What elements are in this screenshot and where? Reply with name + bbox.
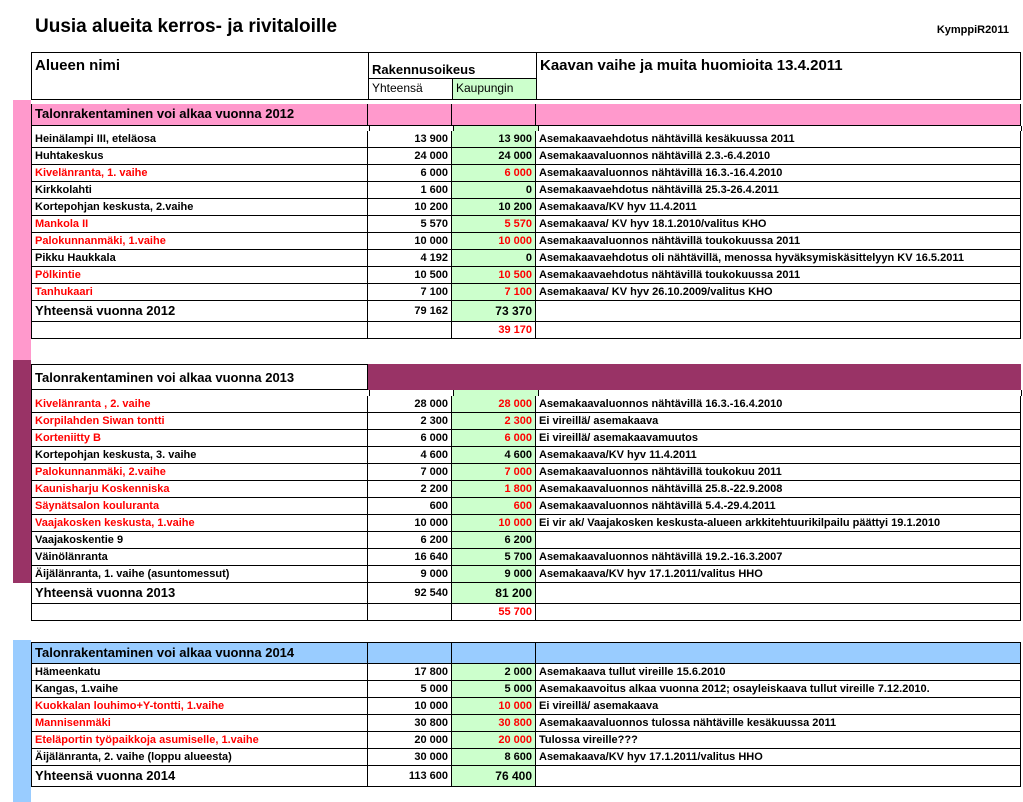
city-sum: 73 370	[452, 301, 536, 322]
area-name: Tanhukaari	[31, 284, 368, 301]
area-name: Kuokkalan louhimo+Y-tontti, 1.vaihe	[31, 698, 368, 715]
city-value: 24 000	[452, 148, 536, 165]
area-name: Kirkkolahti	[31, 182, 368, 199]
city-value: 28 000	[452, 396, 536, 413]
total-row-2013	[31, 583, 1021, 600]
empty-cell	[368, 642, 452, 664]
table-row	[31, 396, 1021, 413]
total-value: 10 000	[368, 698, 452, 715]
empty-cell	[31, 604, 368, 621]
city-value: 10 000	[452, 698, 536, 715]
table-row	[31, 498, 1021, 515]
red-sum: 39 170	[452, 322, 536, 339]
area-name: Kortepohjan keskusta, 3. vaihe	[31, 447, 368, 464]
city-value: 6 000	[452, 430, 536, 447]
table-row	[31, 515, 1021, 532]
city-value: 5 700	[452, 549, 536, 566]
note: Asemakaavaluonnos nähtävillä 16.3.-16.4.2010	[536, 165, 1021, 182]
table-row	[31, 698, 1021, 715]
total-row-2012	[31, 301, 1021, 318]
section-title: Talonrakentaminen voi alkaa vuonna 2013	[31, 364, 368, 390]
table-row	[31, 233, 1021, 250]
area-name: Mannisenmäki	[31, 715, 368, 732]
city-value: 7 100	[452, 284, 536, 301]
area-name: Kaunisharju Koskenniska	[31, 481, 368, 498]
area-name: Korteniitty B	[31, 430, 368, 447]
red-sum: 55 700	[452, 604, 536, 621]
area-name: Palokunnanmäki, 1.vaihe	[31, 233, 368, 250]
header-city-cell	[452, 78, 537, 100]
header-notes: Kaavan vaihe ja muita huomioita 13.4.2011	[540, 57, 843, 74]
city-value: 7 000	[452, 464, 536, 481]
area-name: Heinälampi III, eteläosa	[31, 131, 368, 148]
city-value: 2 000	[452, 664, 536, 681]
total-value: 6 000	[368, 430, 452, 447]
note: Asemakaavaluonnos nähtävillä toukokuu 2011	[536, 464, 1021, 481]
total-value: 20 000	[368, 732, 452, 749]
total-sum: 79 162	[368, 301, 452, 322]
total-value: 7 000	[368, 464, 452, 481]
note: Asemakaava/KV hyv 11.4.2011	[536, 199, 1021, 216]
table-row	[31, 284, 1021, 301]
total-value: 10 000	[368, 515, 452, 532]
total-value: 17 800	[368, 664, 452, 681]
total-value: 10 000	[368, 233, 452, 250]
table-row	[31, 165, 1021, 182]
empty-cell	[536, 301, 1021, 322]
area-name: Vaajakosken keskusta, 1.vaihe	[31, 515, 368, 532]
section-2014-band	[13, 640, 31, 802]
section-title: Talonrakentaminen voi alkaa vuonna 2012	[31, 104, 368, 126]
city-value: 10 000	[452, 515, 536, 532]
city-value: 9 000	[452, 566, 536, 583]
total-value: 28 000	[368, 396, 452, 413]
table-row	[31, 566, 1021, 583]
note: Ei vir ak/ Vaajakosken keskusta-alueen arkkitehtuurikilpailu päättyi 19.1.2010	[536, 515, 1021, 532]
empty-cell	[452, 642, 536, 664]
empty-cell	[536, 642, 1021, 664]
area-name: Kivelänranta , 2. vaihe	[31, 396, 368, 413]
table-row	[31, 430, 1021, 447]
note: Asemakaavaluonnos nähtävillä 16.3.-16.4.2010	[536, 396, 1021, 413]
table-row	[31, 732, 1021, 749]
total-value: 2 300	[368, 413, 452, 430]
city-value: 8 600	[452, 749, 536, 766]
area-name: Kortepohjan keskusta, 2.vaihe	[31, 199, 368, 216]
city-value: 4 600	[452, 447, 536, 464]
table-row	[31, 749, 1021, 766]
area-name: Palokunnanmäki, 2.vaihe	[31, 464, 368, 481]
table-row	[31, 199, 1021, 216]
note: Asemakaavaehdotus oli nähtävillä, menossa hyväksymiskäsittelyyn KV 16.5.2011	[536, 250, 1021, 267]
table-row	[31, 148, 1021, 165]
header-total-cell	[368, 78, 453, 100]
empty-cell	[368, 104, 452, 126]
note: Asemakaavaehdotus nähtävillä toukokuussa 2011	[536, 267, 1021, 284]
note: Tulossa vireille???	[536, 732, 1021, 749]
total-value: 4 192	[368, 250, 452, 267]
header-rights-cell	[368, 52, 537, 79]
empty-cell	[536, 583, 1021, 604]
city-value: 13 900	[452, 131, 536, 148]
total-value: 9 000	[368, 566, 452, 583]
area-name: Vaajakoskentie 9	[31, 532, 368, 549]
city-value: 30 800	[452, 715, 536, 732]
note: Asemakaavaluonnos nähtävillä 19.2.-16.3.2007	[536, 549, 1021, 566]
note	[536, 532, 1021, 549]
empty-cell	[452, 104, 536, 126]
total-label: Yhteensä vuonna 2014	[31, 766, 368, 787]
area-name: Pölkintie	[31, 267, 368, 284]
area-name: Hämeenkatu	[31, 664, 368, 681]
total-value: 10 500	[368, 267, 452, 284]
section-header-2013	[31, 364, 1021, 390]
total-value: 5 570	[368, 216, 452, 233]
city-value: 10 000	[452, 233, 536, 250]
total-value: 600	[368, 498, 452, 515]
city-sum: 76 400	[452, 766, 536, 787]
note: Asemakaavaluonnos nähtävillä 5.4.-29.4.2011	[536, 498, 1021, 515]
area-name: Säynätsalon kouluranta	[31, 498, 368, 515]
total-value: 13 900	[368, 131, 452, 148]
empty-cell	[31, 322, 368, 339]
city-value: 0	[452, 250, 536, 267]
city-value: 5 570	[452, 216, 536, 233]
total-value: 7 100	[368, 284, 452, 301]
area-name: Korpilahden Siwan tontti	[31, 413, 368, 430]
note: Asemakaavaehdotus nähtävillä 25.3-26.4.2011	[536, 182, 1021, 199]
section-header-2012	[31, 104, 1021, 121]
document-code: KymppiR2011	[936, 24, 1009, 36]
total-sum: 92 540	[368, 583, 452, 604]
city-value: 6 200	[452, 532, 536, 549]
header-name-cell	[31, 52, 369, 100]
note: Asemakaavaluonnos nähtävillä toukokuussa 2011	[536, 233, 1021, 250]
total-label: Yhteensä vuonna 2012	[31, 301, 368, 322]
city-value: 600	[452, 498, 536, 515]
note: Asemakaavaluonnos nähtävillä 2.3.-6.4.2010	[536, 148, 1021, 165]
header-notes-cell	[536, 52, 1021, 100]
table-row	[31, 532, 1021, 549]
empty-cell	[368, 604, 452, 621]
note: Asemakaavaluonnos tulossa nähtäville kesäkuussa 2011	[536, 715, 1021, 732]
table-row	[31, 413, 1021, 430]
page-title: Uusia alueita kerros- ja rivitaloille	[35, 16, 338, 37]
total-value: 5 000	[368, 681, 452, 698]
total-value: 1 600	[368, 182, 452, 199]
empty-cell	[536, 604, 1021, 621]
area-name: Eteläportin työpaikkoja asumiselle, 1.vaihe	[31, 732, 368, 749]
note: Ei vireillä/ asemakaava	[536, 698, 1021, 715]
note: Asemakaava/KV hyv 17.1.2011/valitus HHO	[536, 749, 1021, 766]
city-value: 0	[452, 182, 536, 199]
total-sum: 113 600	[368, 766, 452, 787]
empty-cell	[536, 766, 1021, 787]
table-row	[31, 250, 1021, 267]
city-sum: 81 200	[452, 583, 536, 604]
total-value: 24 000	[368, 148, 452, 165]
area-name: Äijälänranta, 2. vaihe (loppu alueesta)	[31, 749, 368, 766]
city-value: 2 300	[452, 413, 536, 430]
empty-cell	[368, 322, 452, 339]
empty-cell	[536, 322, 1021, 339]
section-title: Talonrakentaminen voi alkaa vuonna 2014	[31, 642, 368, 664]
area-name: Kangas, 1.vaihe	[31, 681, 368, 698]
total-value: 6 200	[368, 532, 452, 549]
header-city: Kaupungin	[456, 81, 514, 95]
table-row	[31, 267, 1021, 284]
city-value: 10 500	[452, 267, 536, 284]
area-name: Pikku Haukkala	[31, 250, 368, 267]
total-row-2014	[31, 766, 1021, 783]
empty-cell	[536, 104, 1021, 126]
table-row	[31, 216, 1021, 233]
area-name: Äijälänranta, 1. vaihe (asuntomessut)	[31, 566, 368, 583]
note: Asemakaavaluonnos nähtävillä 25.8.-22.9.2008	[536, 481, 1021, 498]
table-row	[31, 715, 1021, 732]
city-value: 1 800	[452, 481, 536, 498]
section-header-2014	[31, 642, 1021, 659]
table-row	[31, 664, 1021, 681]
red-sum-row-2012	[31, 322, 1021, 339]
section-2012-band	[13, 100, 31, 392]
area-name: Huhtakeskus	[31, 148, 368, 165]
note: Ei vireillä/ asemakaava	[536, 413, 1021, 430]
total-value: 6 000	[368, 165, 452, 182]
city-value: 6 000	[452, 165, 536, 182]
table-row	[31, 447, 1021, 464]
note: Asemakaava/KV hyv 11.4.2011	[536, 447, 1021, 464]
table-row	[31, 681, 1021, 698]
total-value: 10 200	[368, 199, 452, 216]
note: Asemakaava tullut vireille 15.6.2010	[536, 664, 1021, 681]
area-name: Kivelänranta, 1. vaihe	[31, 165, 368, 182]
total-value: 4 600	[368, 447, 452, 464]
total-value: 30 000	[368, 749, 452, 766]
total-label: Yhteensä vuonna 2013	[31, 583, 368, 604]
table-row	[31, 182, 1021, 199]
table-row	[31, 549, 1021, 566]
header-name: Alueen nimi	[35, 57, 121, 74]
city-value: 20 000	[452, 732, 536, 749]
table-row	[31, 481, 1021, 498]
note: Asemakaava/ KV hyv 18.1.2010/valitus KHO	[536, 216, 1021, 233]
table-row	[31, 464, 1021, 481]
note: Ei vireillä/ asemakaavamuutos	[536, 430, 1021, 447]
total-value: 30 800	[368, 715, 452, 732]
area-name: Mankola II	[31, 216, 368, 233]
section-2013-band	[13, 360, 31, 583]
note: Asemakaavaehdotus nähtävillä kesäkuussa 2011	[536, 131, 1021, 148]
note: Asemakaava/ KV hyv 26.10.2009/valitus KHO	[536, 284, 1021, 301]
total-value: 16 640	[368, 549, 452, 566]
note: Asemakaavoitus alkaa vuonna 2012; osayleiskaava tullut vireille 7.12.2010.	[536, 681, 1021, 698]
header-rights: Rakennusoikeus	[372, 62, 476, 77]
note: Asemakaava/KV hyv 17.1.2011/valitus HHO	[536, 566, 1021, 583]
city-value: 5 000	[452, 681, 536, 698]
red-sum-row-2013	[31, 604, 1021, 621]
total-value: 2 200	[368, 481, 452, 498]
area-name: Väinölänranta	[31, 549, 368, 566]
section-header-fill	[368, 364, 1021, 390]
table-row	[31, 131, 1021, 148]
header-total: Yhteensä	[372, 81, 423, 95]
city-value: 10 200	[452, 199, 536, 216]
